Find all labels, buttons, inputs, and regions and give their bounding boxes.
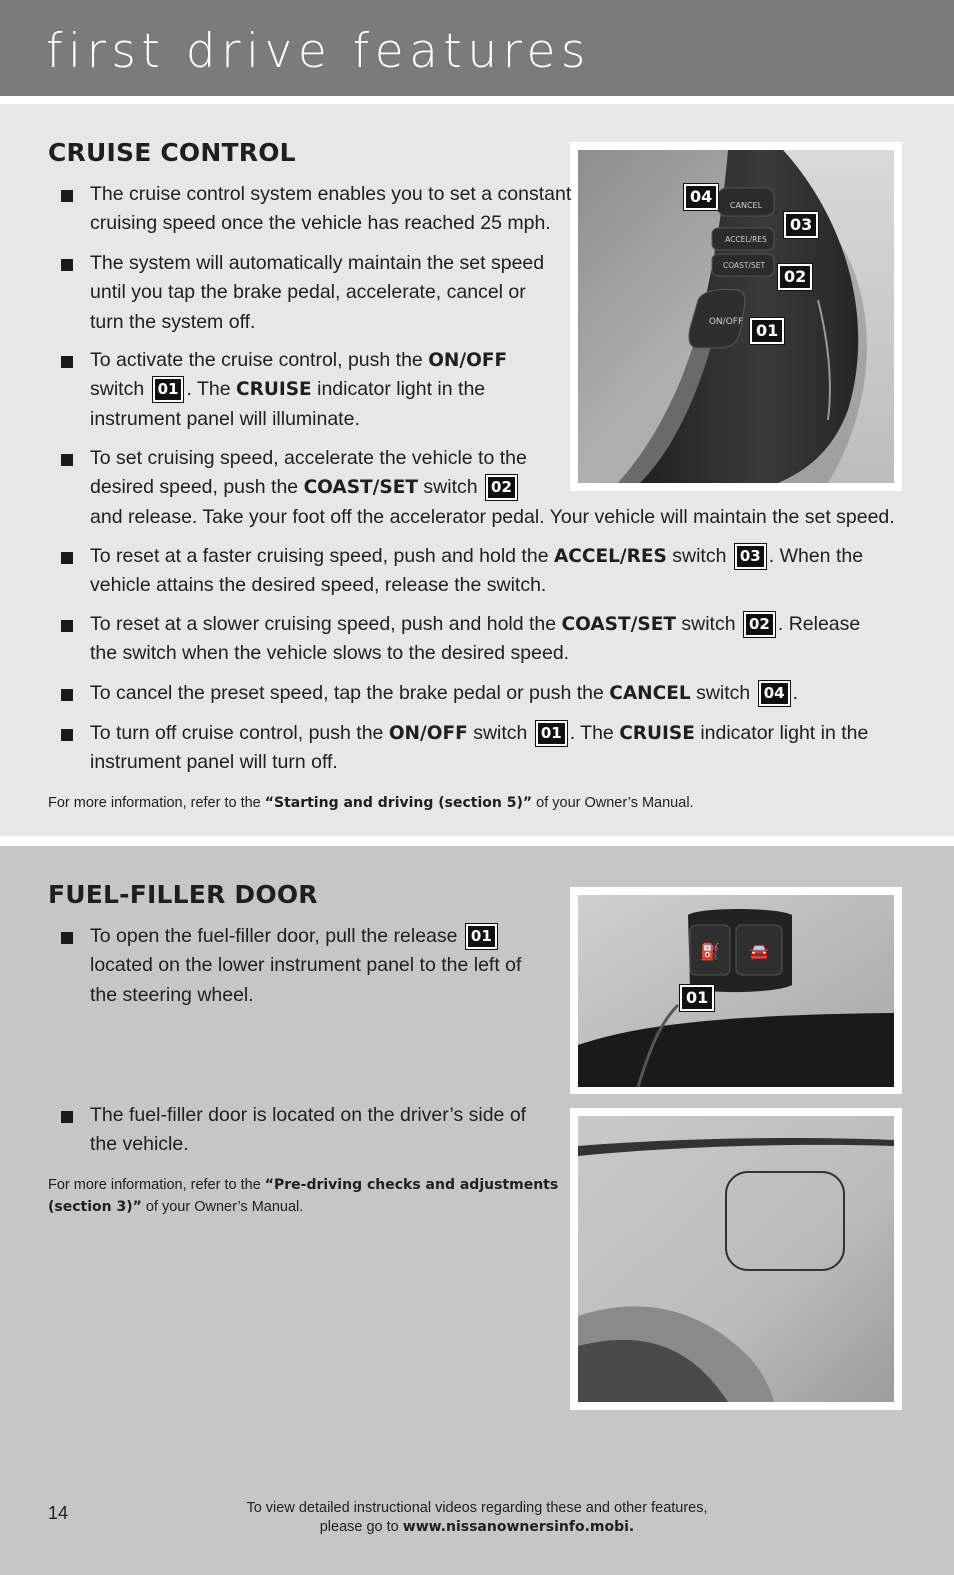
fuel-bullet-1: To open the fuel-filler door, pull the release 01 located on the lower instrument panel to the left of the steering wheel. — [90, 922, 521, 1010]
cruise-heading: CRUISE CONTROL — [48, 138, 296, 167]
cruise-bullet-4: To set cruising speed, accelerate the vehicle to the desired speed, push the COAST/SET switch 02 and release. Take your foot off the accelerator pedal. Your vehicle will maintain the set speed. — [90, 444, 895, 532]
header-band — [0, 96, 954, 104]
photo-label-02: 02 — [778, 264, 812, 290]
page-header — [0, 0, 954, 96]
cruise-control-photo — [570, 142, 902, 491]
page-title: first drive features — [46, 24, 591, 79]
page-number: 14 — [48, 1503, 69, 1523]
footer-line-2: please go to www.nissanownersinfo.mobi. — [319, 1519, 635, 1535]
cruise-bullet-2: The system will automatically maintain the set speed until you tap the brake pedal, accelerate, cancel or turn the system off. — [90, 249, 544, 337]
fuel-door-photo — [570, 1108, 902, 1410]
fuel-heading: FUEL-FILLER DOOR — [48, 880, 318, 909]
switch-badge-02: 02 — [486, 475, 517, 500]
cruise-bullet-5: To reset at a faster cruising speed, push and hold the ACCEL/RES switch 03 . When the vehicle attains the desired speed, release the switch. — [90, 542, 863, 601]
section-divider — [0, 836, 954, 846]
cruise-bullet-8: To turn off cruise control, push the ON/OFF switch 01 . The CRUISE indicator light in the instrument panel will turn off. — [90, 719, 868, 778]
photo-label-01: 01 — [750, 318, 784, 344]
bullet-square-icon — [61, 454, 73, 466]
cruise-bullet-1: The cruise control system enables you to set a constant cruising speed once the vehicle has reached 25 mph. — [90, 180, 571, 239]
fuel-pump-icon: ⛽ — [700, 942, 720, 961]
bullet-square-icon — [61, 689, 73, 701]
website-link[interactable]: www.nissanownersinfo.mobi. — [402, 1519, 635, 1535]
photo-label-03: 03 — [784, 212, 818, 238]
bullet-square-icon — [61, 190, 73, 202]
bullet-square-icon — [61, 259, 73, 271]
switch-badge-04: 04 — [759, 681, 790, 706]
fuel-bullet-2: The fuel-filler door is located on the driver’s side of the vehicle. — [90, 1101, 526, 1160]
fuel-door-image — [578, 1116, 894, 1402]
switch-badge-01b: 01 — [536, 721, 567, 746]
coast-set-label: COAST/SET — [722, 261, 766, 270]
cruise-bullet-6: To reset at a slower cruising speed, push and hold the COAST/SET switch 02 . Release the switch when the vehicle slows to the desired speed. — [90, 610, 860, 669]
bullet-square-icon — [61, 620, 73, 632]
bullet-square-icon — [61, 729, 73, 741]
footer-line-1: To view detailed instructional videos regarding these and other features, — [246, 1500, 708, 1516]
cruise-more-info: For more information, refer to the “Starting and driving (section 5)” of your Owner’s Manual. — [48, 795, 694, 811]
bullet-square-icon — [61, 356, 73, 368]
switch-badge-01: 01 — [153, 377, 184, 402]
accel-res-label: ACCEL/RES — [725, 235, 767, 244]
fuel-release-photo — [570, 887, 902, 1094]
cruise-bullet-7: To cancel the preset speed, tap the brake pedal or push the CANCEL switch 04 . — [90, 679, 798, 708]
trunk-icon: 🚘 — [749, 942, 769, 961]
photo-label-01-fuel: 01 — [680, 985, 714, 1011]
on-off-label: ON/OFF — [708, 317, 744, 327]
photo-label-04: 04 — [684, 184, 718, 210]
switch-badge-03: 03 — [735, 544, 766, 569]
bullet-square-icon — [61, 932, 73, 944]
cancel-button-label: CANCEL — [729, 201, 763, 210]
release-badge-01: 01 — [466, 924, 497, 949]
bullet-square-icon — [61, 1111, 73, 1123]
bullet-square-icon — [61, 552, 73, 564]
cruise-bullet-3: To activate the cruise control, push the ON/OFF switch 01 . The CRUISE indicator light in the instrument panel will illuminate. — [90, 346, 507, 434]
steering-wheel-switch-image — [578, 150, 894, 483]
fuel-release-image — [578, 895, 894, 1087]
fuel-more-info: For more information, refer to the “Pre-driving checks and adjustments (section 3)” of your Owner’s Manual. — [48, 1177, 559, 1215]
switch-badge-02b: 02 — [744, 612, 775, 637]
